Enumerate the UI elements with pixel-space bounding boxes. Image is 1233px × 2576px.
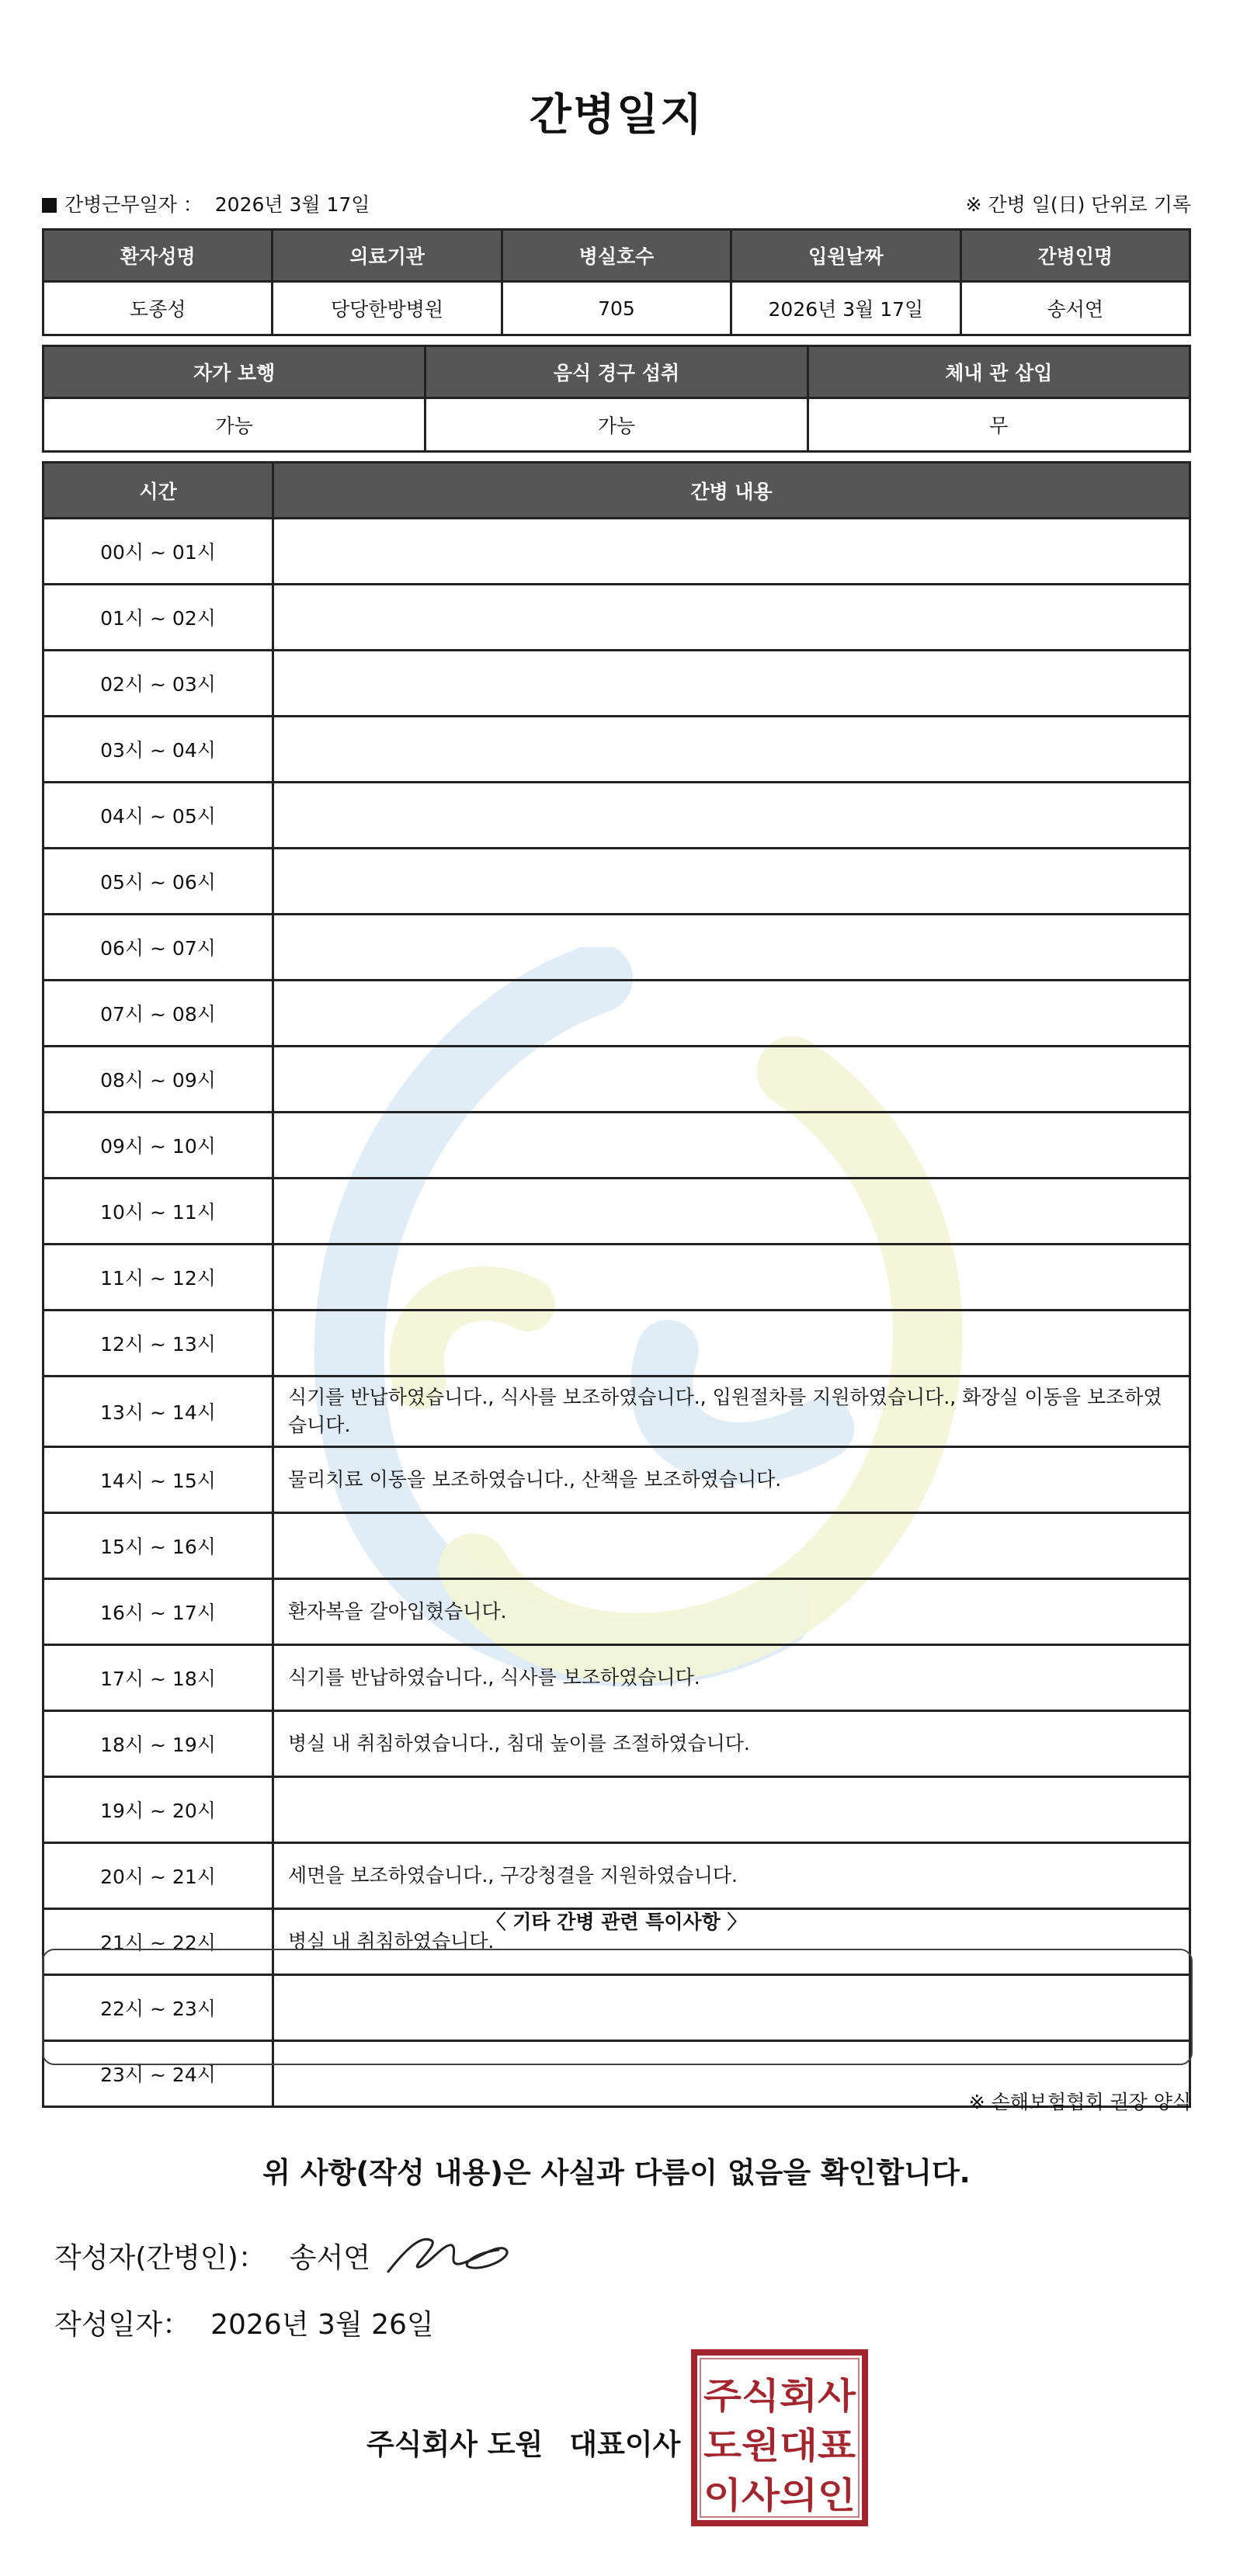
writer-name: 송서연 (289, 2242, 371, 2274)
work-date-label: 간병근무일자 ： (64, 193, 203, 216)
time-slot: 18시 ~ 19시 (43, 1711, 273, 1777)
write-date-line (54, 2303, 434, 2342)
header-patient-name: 환자성명 (43, 230, 273, 282)
time-slot: 08시 ~ 09시 (43, 1047, 273, 1113)
seal-text-line: 주식회사 (703, 2375, 856, 2417)
care-content (273, 1245, 1190, 1311)
seal-text-line: 도원대표 (703, 2425, 856, 2467)
care-content (273, 1179, 1190, 1245)
admit-date: 2026년 3월 17일 (731, 282, 960, 335)
time-slot: 14시 ~ 15시 (43, 1447, 273, 1513)
care-content (273, 717, 1190, 783)
header-care-content: 간병 내용 (273, 463, 1190, 519)
time-slot: 04시 ~ 05시 (43, 783, 273, 849)
header-caregiver: 간병인명 (960, 230, 1190, 282)
company-rep: 대표이사 (569, 2428, 681, 2461)
table-row (43, 1711, 1190, 1777)
header-oral-intake: 음식 경구 섭취 (425, 346, 808, 398)
care-content (273, 1311, 1190, 1377)
time-slot: 13시 ~ 14시 (43, 1377, 273, 1447)
table-row (43, 519, 1190, 585)
header-hospital: 의료기관 (273, 230, 502, 282)
confirm-statement: 위 사항(작성 내용)은 사실과 다름이 없음을 확인합니다. (262, 2156, 971, 2189)
table-row (43, 651, 1190, 717)
time-slot: 16시 ~ 17시 (43, 1579, 273, 1645)
care-content: 병실 내 취침하였습니다. (273, 1909, 1190, 1975)
care-content (273, 585, 1190, 651)
care-content (273, 1113, 1190, 1179)
table-row (43, 981, 1190, 1047)
table-row (43, 1179, 1190, 1245)
tube-value: 무 (808, 398, 1190, 452)
hospital-name: 당당한방병원 (273, 282, 502, 335)
header-room: 병실호수 (502, 230, 731, 282)
header-time: 시간 (43, 463, 273, 519)
time-slot: 03시 ~ 04시 (43, 717, 273, 783)
time-slot: 23시 ~ 24시 (43, 2041, 273, 2107)
table-row (43, 717, 1190, 783)
header-tube: 체내 관 삽입 (808, 346, 1190, 398)
table-row (43, 1113, 1190, 1179)
time-slot: 21시 ~ 22시 (43, 1909, 273, 1975)
care-content: 병실 내 취침하였습니다., 침대 높이를 조절하였습니다. (273, 1711, 1190, 1777)
care-content: 식기를 반납하였습니다., 식사를 보조하였습니다. (273, 1645, 1190, 1711)
square-bullet-icon (42, 198, 57, 213)
header-admit-date: 입원날짜 (731, 230, 960, 282)
time-slot: 10시 ~ 11시 (43, 1179, 273, 1245)
table-row (43, 849, 1190, 915)
work-date (42, 189, 370, 217)
company-name: 주식회사 도원 (366, 2428, 544, 2461)
time-slot: 19시 ~ 20시 (43, 1777, 273, 1843)
unit-note: ※ 간병 일(日) 단위로 기록 (965, 193, 1191, 216)
time-slot: 06시 ~ 07시 (43, 915, 273, 981)
table-row (43, 1579, 1190, 1645)
care-content (273, 651, 1190, 717)
table-row (43, 1645, 1190, 1711)
care-content (273, 1777, 1190, 1843)
time-slot: 15시 ~ 16시 (43, 1513, 273, 1579)
care-content: 식기를 반납하였습니다., 식사를 보조하였습니다., 입원절차를 지원하였습니다., 화장실 이동을 보조하였습니다. (273, 1377, 1190, 1447)
other-notes-title: 〈 기타 간병 관련 특이사항 〉 (486, 1911, 747, 1933)
table-row (43, 1513, 1190, 1579)
company-line (366, 2421, 680, 2463)
caregiver-name: 송서연 (960, 282, 1190, 335)
time-slot: 22시 ~ 23시 (43, 1975, 273, 2041)
table-row (43, 1047, 1190, 1113)
page-title: 간병일지 (529, 90, 704, 141)
care-log-table (42, 461, 1191, 2108)
time-slot: 02시 ~ 03시 (43, 651, 273, 717)
table-row (43, 1447, 1190, 1513)
signature-image (382, 2227, 514, 2281)
time-slot: 12시 ~ 13시 (43, 1311, 273, 1377)
table-row (43, 1311, 1190, 1377)
care-content (273, 981, 1190, 1047)
care-content (273, 849, 1190, 915)
patient-info-table (42, 228, 1191, 336)
table-row (43, 1843, 1190, 1909)
time-slot: 17시 ~ 18시 (43, 1645, 273, 1711)
patient-status-table (42, 345, 1191, 453)
table-row (43, 1777, 1190, 1843)
other-notes-box (42, 1949, 1193, 2065)
care-content (273, 519, 1190, 585)
header-walking: 자가 보행 (43, 346, 425, 398)
care-content: 환자복을 갈아입혔습니다. (273, 1579, 1190, 1645)
write-date-value: 2026년 3월 26일 (210, 2309, 434, 2341)
time-slot: 07시 ~ 08시 (43, 981, 273, 1047)
time-slot: 05시 ~ 06시 (43, 849, 273, 915)
care-content (273, 1513, 1190, 1579)
care-content: 세면을 보조하였습니다., 구강청결을 지원하였습니다. (273, 1843, 1190, 1909)
company-seal-stamp (691, 2349, 868, 2526)
time-slot: 00시 ~ 01시 (43, 519, 273, 585)
walking-value: 가능 (43, 398, 425, 452)
room-number: 705 (502, 282, 731, 335)
time-slot: 09시 ~ 10시 (43, 1113, 273, 1179)
care-content (273, 1047, 1190, 1113)
table-row (43, 585, 1190, 651)
table-row (43, 783, 1190, 849)
writer-line (54, 2236, 370, 2276)
recommend-note: ※ 손해보험협회 권장 양식 (968, 2091, 1191, 2113)
care-content (273, 783, 1190, 849)
time-slot: 11시 ~ 12시 (43, 1245, 273, 1311)
oral-intake-value: 가능 (425, 398, 808, 452)
time-slot: 01시 ~ 02시 (43, 585, 273, 651)
time-slot: 20시 ~ 21시 (43, 1843, 273, 1909)
write-date-label: 작성일자： (54, 2309, 191, 2341)
writer-label: 작성자(간병인)： (54, 2242, 266, 2274)
care-content (273, 915, 1190, 981)
table-row (43, 915, 1190, 981)
seal-text-line: 이사의인 (703, 2474, 856, 2516)
work-date-value: 2026년 3월 17일 (214, 193, 370, 216)
table-row (43, 1377, 1190, 1447)
patient-name: 도종성 (43, 282, 273, 335)
care-content: 물리치료 이동을 보조하였습니다., 산책을 보조하였습니다. (273, 1447, 1190, 1513)
table-row (43, 1245, 1190, 1311)
